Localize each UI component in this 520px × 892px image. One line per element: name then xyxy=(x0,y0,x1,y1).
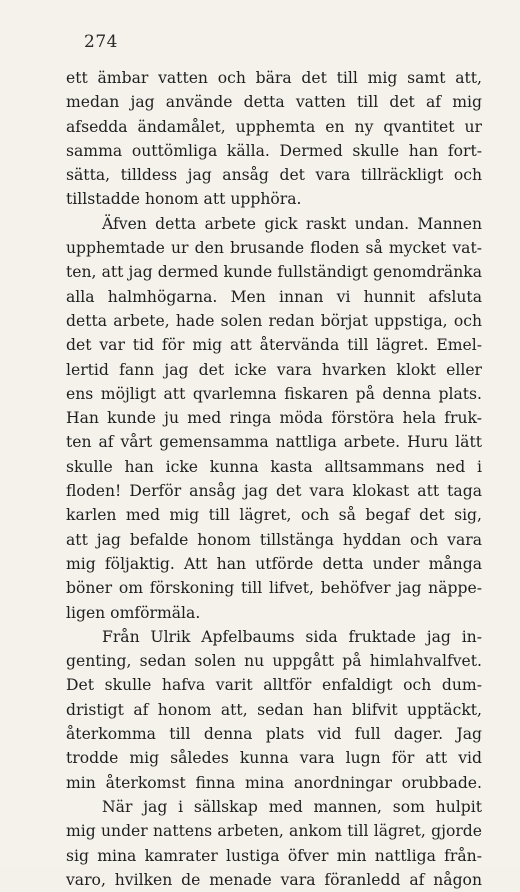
text-line: mig följaktig. Att han utförde detta under många xyxy=(66,554,482,573)
text-line: floden! Derför ansåg jag det vara klokast att taga xyxy=(66,482,482,501)
text-line: alla halmhögarna. Men innan vi hunnit afsluta xyxy=(66,287,482,306)
text-line: ten, att jag dermed kunde fullständigt genomdränka xyxy=(66,263,482,282)
text-line: tillstadde honom att upphöra. xyxy=(66,190,302,209)
text-line: min återkomst finna mina anordningar orubbade. xyxy=(66,773,482,792)
text-line: När jag i sällskap med mannen, som hulpit xyxy=(102,797,482,816)
text-line: samma outtömliga källa. Dermed skulle han fort- xyxy=(66,141,482,160)
text-line: Från Ulrik Apfelbaums sida fruktade jag in- xyxy=(102,627,482,646)
text-line: återkomma till denna plats vid full dager. Jag xyxy=(66,725,482,744)
text-line: upphemtade ur den brusande floden så mycket vat- xyxy=(66,239,482,258)
text-line: skulle han icke kunna kasta alltsammans ned i xyxy=(66,457,482,476)
text-line: varo, hvilken de menade vara föranledd af någon xyxy=(66,870,482,889)
text-line: ett ämbar vatten och bära det till mig samt att, xyxy=(66,69,482,87)
text-line: genting, sedan solen nu uppgått på himlahvalfvet. xyxy=(66,652,482,671)
text-line: trodde mig således kunna vara lugn för att vid xyxy=(66,749,482,768)
text-line: mig under nattens arbeten, ankom till lägret, gjorde xyxy=(66,822,482,841)
text-line: sig mina kamrater lustiga öfver min nattliga från- xyxy=(66,846,482,865)
body-text xyxy=(66,66,482,892)
text-line: det var tid för mig att återvända till lägret. Emel- xyxy=(66,336,482,355)
text-line: lertid fann jag det icke vara hvarken klokt eller xyxy=(66,360,482,379)
text-line: ten af vårt gemensamma nattliga arbete. Huru lätt xyxy=(66,433,482,452)
text-line: detta arbete, hade solen redan börjat uppstiga, och xyxy=(66,311,482,330)
text-line: ligen omförmäla. xyxy=(66,603,201,622)
text-line: Äfven detta arbete gick raskt undan. Mannen xyxy=(102,214,482,233)
text-line: att jag befalde honom tillstänga hyddan och vara xyxy=(66,530,482,549)
text-line: karlen med mig till lägret, och så begaf det sig, xyxy=(66,506,482,525)
page-number: 274 xyxy=(84,32,118,52)
text-line: ens möjligt att qvarlemna fiskaren på denna plats. xyxy=(66,384,482,403)
text-line: Det skulle hafva varit alltför enfaldigt och dum- xyxy=(66,676,482,695)
text-line: afsedda ändamålet, upphemta en ny qvantitet ur xyxy=(66,117,482,136)
text-line: böner om förskoning till lifvet, behöfver jag näppe- xyxy=(66,579,482,598)
text-line: sätta, tilldess jag ansåg det vara tillräckligt och xyxy=(66,166,482,185)
text-line: Han kunde ju med ringa möda förstöra hela fruk- xyxy=(66,409,482,428)
text-line: medan jag använde detta vatten till det af mig xyxy=(66,93,482,112)
text-line: dristigt af honom att, sedan han blifvit upptäckt, xyxy=(66,700,482,719)
